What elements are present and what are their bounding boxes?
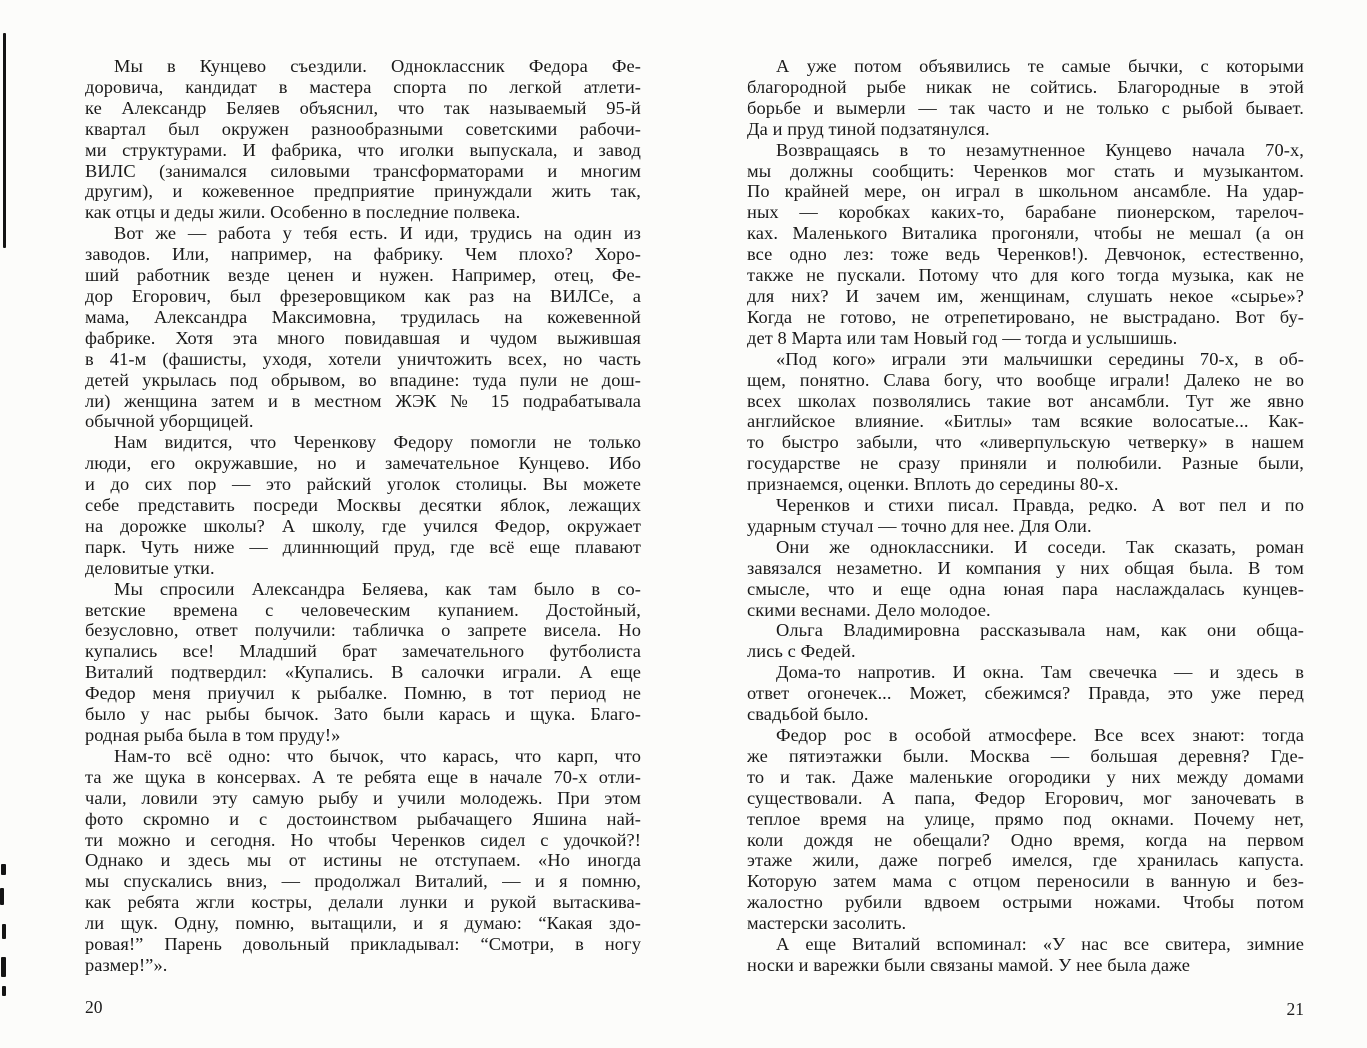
text-line: как отцы и деды жили. Особенно в последние полвека. bbox=[85, 202, 521, 223]
text-line: лись с Федей. bbox=[747, 641, 856, 662]
paragraph bbox=[85, 579, 641, 746]
paragraph bbox=[747, 349, 1304, 495]
text-line: ВИЛС (занимался силовыми трансформаторами и многим bbox=[85, 160, 641, 181]
paragraph bbox=[85, 746, 641, 976]
text-line: та же щука в консервах. А те ребята еще в начале 70-х отли- bbox=[85, 766, 641, 787]
text-line: признаемся, оценки. Вплоть до середины 80-х. bbox=[747, 474, 1119, 495]
text-line: то быстро забыли, что «ливерпульскую четверку» в нашем bbox=[747, 432, 1304, 453]
paragraph bbox=[747, 140, 1304, 349]
paragraph bbox=[747, 56, 1304, 140]
paragraph bbox=[85, 223, 641, 432]
text-line: другим), и кожевенное предприятие принуждали жить так, bbox=[85, 181, 641, 202]
text-line: этаже жили, даже погреб имелся, где хранилась капуста. bbox=[747, 850, 1304, 871]
text-line: ти можно и сегодня. Но чтобы Черенков сидел с удочкой?! bbox=[85, 829, 641, 850]
text-line: ке Александр Беляев объяснил, что так называемый 95-й bbox=[85, 97, 641, 118]
text-line: смысле, что и еще одна юная пара наслаждалась кунцев- bbox=[747, 578, 1304, 599]
text-line: обычной уборщицей. bbox=[85, 411, 254, 432]
text-line: Мы в Кунцево съездили. Одноклассник Федора Фе- bbox=[114, 56, 641, 76]
text-line: свадьбой было. bbox=[747, 704, 869, 725]
text-line: фото скромно и с достоинством рыбачащего Яшина най- bbox=[85, 808, 641, 829]
text-line: фабрике. Хотя эта много повидавшая и чудом выжившая bbox=[85, 327, 641, 348]
paragraph bbox=[747, 537, 1304, 621]
paragraph bbox=[85, 56, 641, 223]
text-line: Нам-то всё одно: что бычок, что карась, что карп, что bbox=[114, 745, 641, 766]
text-line: благородной рыбе никак не сойтись. Благородные в этой bbox=[747, 76, 1304, 97]
text-line: скими веснами. Дело молодое. bbox=[747, 599, 991, 620]
text-line: жалостно рубили вдвоем острыми ножами. Чтобы потом bbox=[747, 892, 1304, 913]
scan-artifact bbox=[2, 924, 6, 939]
text-line: размер!”». bbox=[85, 954, 168, 975]
text-line: ных — коробках каких-то, барабане пионерском, тарелоч- bbox=[747, 202, 1304, 223]
text-line: Виталий подтвердил: «Купались. В салочки играли. А еще bbox=[85, 662, 641, 683]
text-line: Ольга Владимировна рассказывала нам, как они обща- bbox=[776, 620, 1304, 641]
text-line: По крайней мере, он играл в школьном ансамбле. На удар- bbox=[747, 181, 1304, 202]
scan-artifact bbox=[0, 888, 4, 905]
text-line: безусловно, ответ получили: табличка о запрете висела. Но bbox=[85, 620, 641, 641]
text-line: английское влияние. «Битлы» там всякие волосатые... Как- bbox=[747, 411, 1304, 432]
text-line: борьбе и вымерли — так часто и не только с рыбой бывает. bbox=[747, 97, 1304, 118]
text-line: Черенков и стихи писал. Правда, редко. А вот пел и по bbox=[776, 495, 1304, 516]
text-line: ках. Маленького Виталика прогоняли, чтобы не мешал (а он bbox=[747, 223, 1304, 244]
text-line: заводов. Или, например, на фабрику. Чем плохо? Хоро- bbox=[85, 244, 641, 265]
text-line: ударным стучал — точно для нее. Для Оли. bbox=[747, 515, 1092, 536]
text-line: на дорожке школы? А школу, где учился Федор, окружает bbox=[85, 515, 641, 536]
text-line: ший работник везде ценен и нужен. Например, отец, Фе- bbox=[85, 265, 641, 286]
text-line: Они же одноклассники. И соседи. Так сказать, роман bbox=[776, 536, 1304, 557]
text-line: мы спускались вниз, — продолжал Виталий, — и я помню, bbox=[85, 871, 641, 892]
text-line: парк. Чуть ниже — длиннющий пруд, где всё еще плавают bbox=[85, 536, 641, 557]
text-line: детей укрылась под обрывом, во впадине: туда пули не дош- bbox=[85, 369, 641, 390]
text-line: для них? И зачем им, женщинам, слушать некое «сырье»? bbox=[747, 285, 1304, 306]
paragraph bbox=[85, 432, 641, 578]
text-line: квартал был окружен разнообразными советскими рабочи- bbox=[85, 118, 641, 139]
text-line: теплое время на улице, прямо под окнами. Почему нет, bbox=[747, 808, 1304, 829]
text-line: А уже потом объявились те самые бычки, с которыми bbox=[776, 56, 1304, 76]
text-line: Возвращаясь в то незамутненное Кунцево начала 70-х, bbox=[776, 139, 1304, 160]
text-line: мама, Александра Максимовна, трудилась на кожевенной bbox=[85, 306, 641, 327]
text-line: Когда не готово, не отрепетировано, не выстрадано. Вот бу- bbox=[747, 306, 1304, 327]
scan-artifact bbox=[2, 986, 6, 996]
text-line: государстве не сразу приняли и полюбили. Разные были, bbox=[747, 453, 1304, 474]
text-line: же пятиэтажки были. Москва — большая деревня? Где- bbox=[747, 745, 1304, 766]
text-line: щем, понятно. Слава богу, что вообще играли! Далеко не во bbox=[747, 369, 1304, 390]
paragraph bbox=[747, 620, 1304, 662]
text-line: ли) женщина затем и в местном ЖЭК № 15 подрабатывала bbox=[85, 390, 641, 411]
text-line: Нам видится, что Черенкову Федору помогли не только bbox=[114, 432, 641, 453]
text-line: и до сих пор — это райский уголок столицы. Вы можете bbox=[85, 474, 641, 495]
text-line: купались все! Младший брат замечательного футболиста bbox=[85, 641, 641, 662]
text-line: дор Егорович, был фрезеровщиком как раз на ВИЛСе, а bbox=[85, 285, 641, 306]
text-line: ли щук. Одну, помню, вытащили, и я думаю: “Какая здо- bbox=[85, 913, 641, 934]
text-line: ровая!” Парень довольный прикладывал: “Смотри, в ногу bbox=[85, 934, 641, 955]
text-line: мастерски засолить. bbox=[747, 913, 907, 934]
text-line: было у нас рыбы бычок. Зато были карась и щука. Благо- bbox=[85, 704, 641, 725]
text-line: как ребята жгли костры, делали лунки и рукой вытаскива- bbox=[85, 892, 641, 913]
text-line: все одно лез: тоже ведь Черенков!). Девчонок, естественно, bbox=[747, 244, 1304, 265]
right-page-text bbox=[747, 56, 1304, 976]
text-line: Мы спросили Александра Беляева, как там было в со- bbox=[114, 578, 641, 599]
scan-artifact bbox=[1, 864, 6, 875]
text-line: дет 8 Марта или там Новый год — тогда и услышишь. bbox=[747, 327, 1178, 348]
text-line: люди, его окружавшие, но и замечательное Кунцево. Ибо bbox=[85, 453, 641, 474]
paragraph bbox=[747, 495, 1304, 537]
scan-artifact bbox=[3, 33, 6, 248]
text-line: «Под кого» играли эти мальчишки середины 70-х, в об- bbox=[776, 348, 1304, 369]
text-line: ми структурами. И фабрика, что иголки выпускала, и завод bbox=[85, 139, 641, 160]
text-line: то и так. Даже маленькие огородики у них между домами bbox=[747, 766, 1304, 787]
text-line: ответ огонечек... Может, сбежимся? Правда, это уже перед bbox=[747, 683, 1304, 704]
text-line: Да и пруд тиной подзатянулся. bbox=[747, 118, 990, 139]
text-line: деловитые утки. bbox=[85, 557, 215, 578]
text-line: в 41-м (фашисты, уходя, хотели уничтожить всех, но часть bbox=[85, 348, 641, 369]
text-line: носки и варежки были связаны мамой. У нее была даже bbox=[747, 954, 1190, 975]
text-line: Федор рос в особой атмосфере. Все всех знают: тогда bbox=[776, 725, 1304, 745]
text-line: Которую затем мама с отцом переносили в ванную и без- bbox=[747, 871, 1304, 892]
text-line: мы должны сообщить: Черенков мог стать и музыкантом. bbox=[747, 160, 1304, 181]
text-line: Вот же — работа у тебя есть. И иди, трудись на один из bbox=[114, 223, 641, 244]
text-line: всех школах позволялись такие вот ансамбли. Тут же явно bbox=[747, 390, 1304, 411]
text-line: Федор меня приучил к рыбалке. Помню, в тот период не bbox=[85, 683, 641, 704]
text-line: коли дождя не обещали? Одно время, когда на первом bbox=[747, 829, 1304, 850]
text-line: ветские времена с человеческим купанием. Достойный, bbox=[85, 599, 641, 620]
left-page-text bbox=[85, 56, 641, 976]
paragraph bbox=[747, 662, 1304, 725]
text-line: Однако и здесь мы от истины не отступаем. «Но иногда bbox=[85, 850, 641, 871]
text-line: завязался незаметно. И компания у них общая была. В том bbox=[747, 557, 1304, 578]
paragraph bbox=[747, 934, 1304, 976]
page-number-right: 21 bbox=[1286, 999, 1304, 1019]
text-line: родная рыба была в том пруду!» bbox=[85, 725, 341, 745]
paragraph bbox=[747, 725, 1304, 934]
text-line: Дома-то напротив. И окна. Там свечечка — и здесь в bbox=[776, 662, 1304, 683]
scan-artifact bbox=[1, 957, 6, 977]
page-number-left: 20 bbox=[85, 997, 103, 1017]
text-line: себе представить посреди Москвы десятки яблок, лежащих bbox=[85, 495, 641, 516]
text-line: чали, ловили эту самую рыбу и учили молодежь. При этом bbox=[85, 787, 641, 808]
text-line: также не пускали. Потому что для кого тогда музыка, как не bbox=[747, 265, 1304, 286]
text-line: доровича, кандидат в мастера спорта по легкой атлети- bbox=[85, 76, 641, 97]
text-line: существовали. А папа, Федор Егорович, мог заночевать в bbox=[747, 787, 1304, 808]
text-line: А еще Виталий вспоминал: «У нас все свитера, зимние bbox=[776, 934, 1304, 955]
